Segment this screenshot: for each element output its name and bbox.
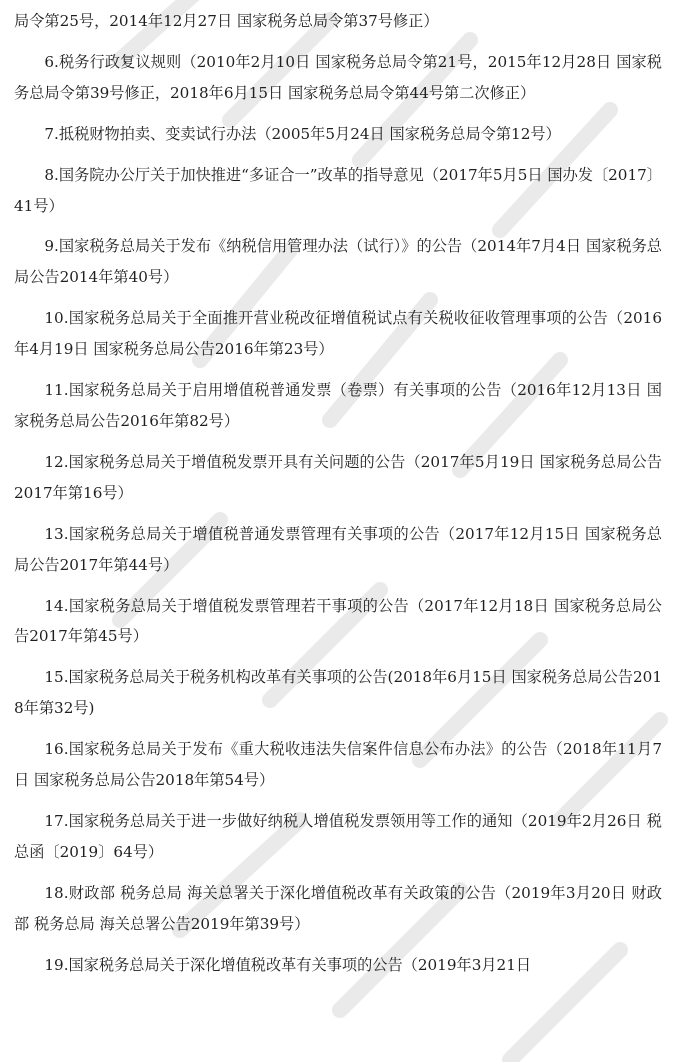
list-item: 12.国家税务总局关于增值税发票开具有关问题的公告（2017年5月19日 国家税务总局公告2017年第16号） bbox=[14, 452, 662, 502]
list-item: 6.税务行政复议规则（2010年2月10日 国家税务总局令第21号，2015年12月28日 国家税务总局令第39号修正，2018年6月15日 国家税务总局令第44号第二次修正） bbox=[14, 52, 662, 102]
list-item: 10.国家税务总局关于全面推开营业税改征增值税试点有关税收征收管理事项的公告（2016年4月19日 国家税务总局公告2016年第23号） bbox=[14, 309, 662, 359]
list-item: 16.国家税务总局关于发布《重大税收违法失信案件信息公布办法》的公告（2018年11月7日 国家税务总局公告2018年第54号） bbox=[14, 740, 662, 790]
list-item: 18.财政部 税务总局 海关总署关于深化增值税改革有关政策的公告（2019年3月20日 财政部 税务总局 海关总署公告2019年第39号） bbox=[14, 883, 662, 933]
list-item: 15.国家税务总局关于税务机构改革有关事项的公告(2018年6月15日 国家税务总局公告2018年第32号) bbox=[14, 668, 662, 718]
list-item: 19.国家税务总局关于深化增值税改革有关事项的公告（2019年3月21日 bbox=[44, 955, 532, 974]
list-item: 13.国家税务总局关于增值税普通发票管理有关事项的公告（2017年12月15日 国家税务总局公告2017年第44号） bbox=[14, 524, 662, 574]
list-item: 11.国家税务总局关于启用增值税普通发票（卷票）有关事项的公告（2016年12月13日 国家税务总局公告2016年第82号） bbox=[14, 381, 662, 430]
list-item: 14.国家税务总局关于增值税发票管理若干事项的公告（2017年12月18日 国家税务总局公告2017年第45号） bbox=[14, 596, 662, 646]
continuation-text: 局令第25号，2014年12月27日 国家税务总局令第37号修正） bbox=[14, 12, 439, 30]
list-item: 8.国务院办公厅关于加快推进“多证合一”改革的指导意见（2017年5月5日 国办发〔2017〕41号） bbox=[14, 165, 662, 215]
list-item: 9.国家税务总局关于发布《纳税信用管理办法（试行）》的公告（2014年7月4日 国家税务总局公告2014年第40号） bbox=[14, 237, 662, 287]
list-item: 17.国家税务总局关于进一步做好纳税人增值税发票领用等工作的通知（2019年2月26日 税总函〔2019〕64号） bbox=[14, 811, 662, 861]
list-item: 7.抵税财物拍卖、变卖试行办法（2005年5月24日 国家税务总局令第12号） bbox=[44, 124, 561, 143]
